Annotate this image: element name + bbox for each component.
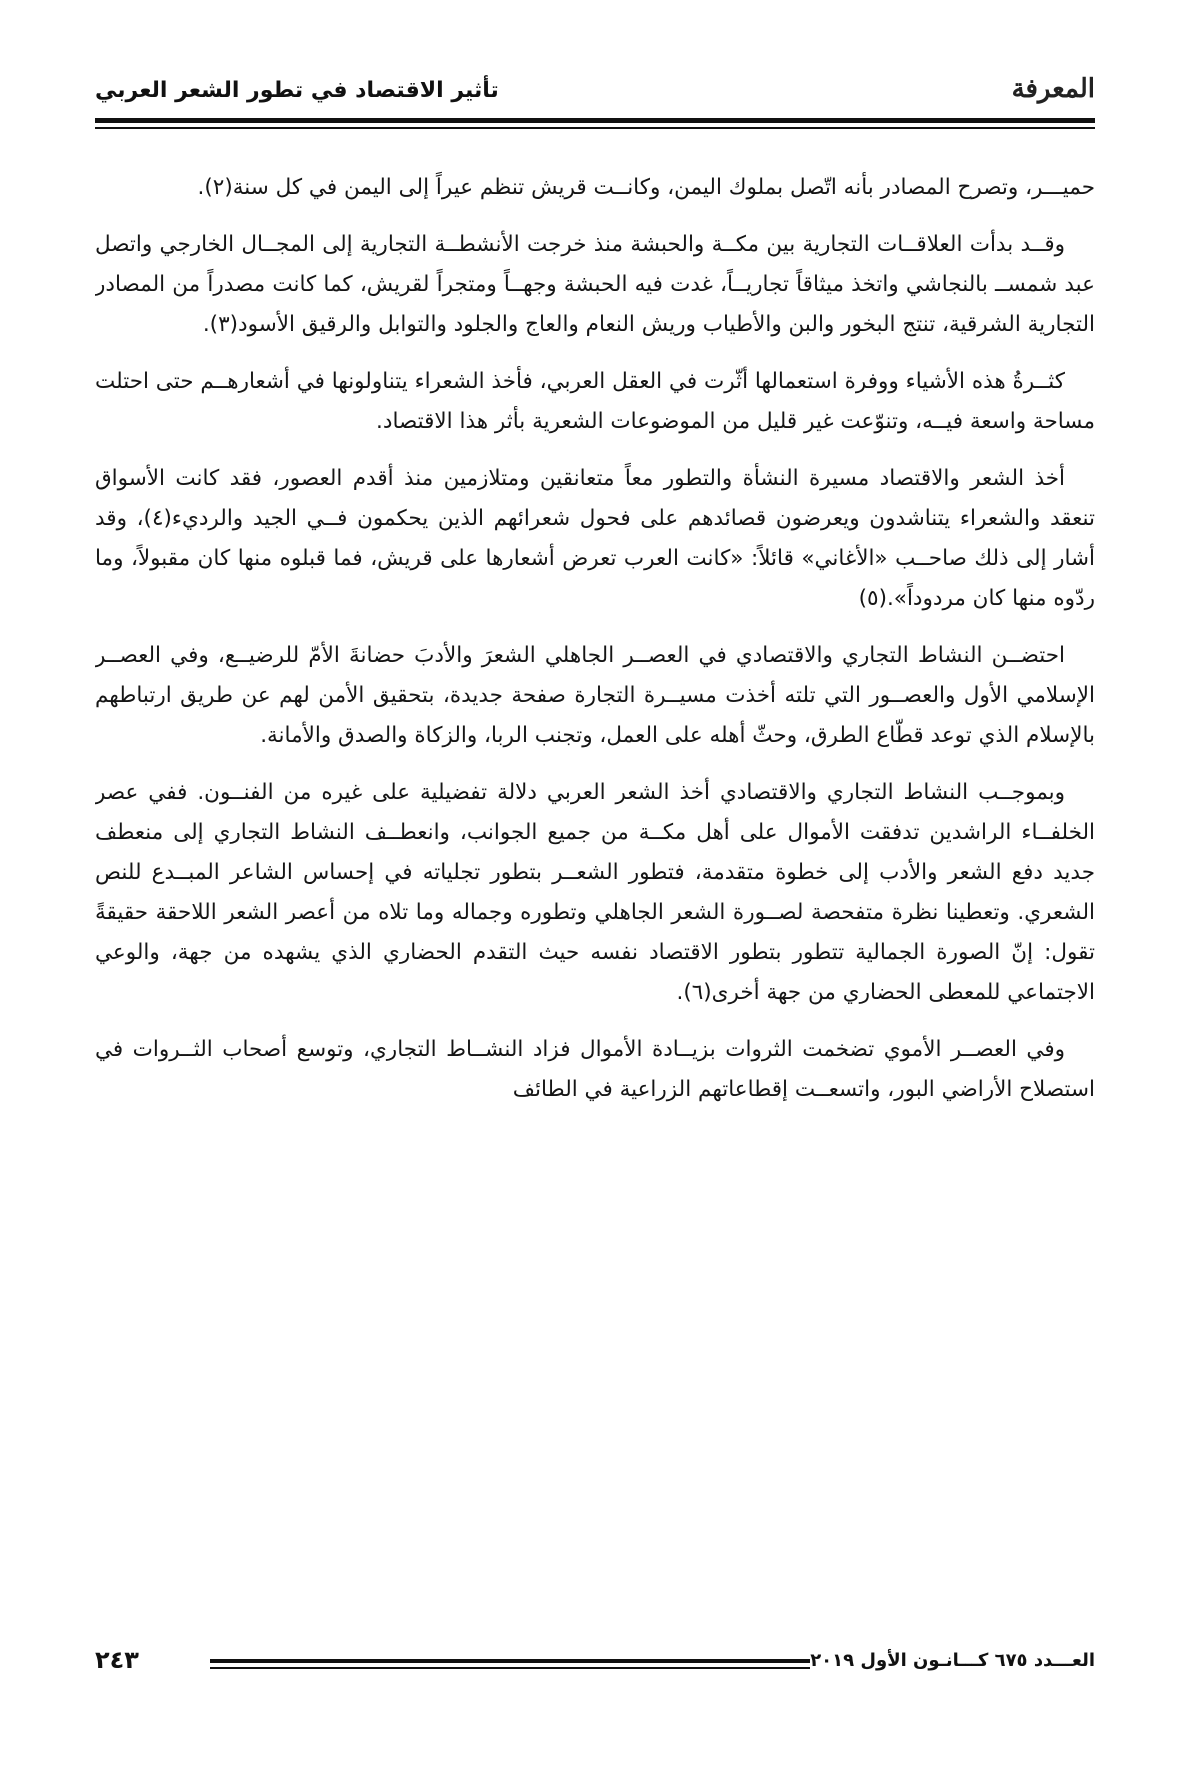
paragraph-2: وقــد بدأت العلاقــات التجارية بين مكــة والحبشة منذ خرجت الأنشطــة التجارية إلى المجــال الخارجي واتصل عبد شمســ بالنجاشي واتخذ ميثاقاً تجاريــاً، غدت فيه الحبشة وجهــاً ومتجراً لقريش، كما كانت مصدراً من المصادر التجارية الشرقية، تنتج البخور والبن والأطياب وريش النعام والعاج والجلود والتوابل والرقيق الأسود(٣). — [95, 232, 1095, 337]
article-running-title: تأثير الاقتصاد في تطور الشعر العربي — [95, 78, 499, 103]
paragraph-5: احتضــن النشاط التجاري والاقتصادي في العصــر الجاهلي الشعرَ والأدبَ حضانةَ الأمّ للرضيــع، وفي العصــر الإسلامي الأول والعصــور التي تلته أخذت مسيــرة التجارة صفحة جديدة، بتحقيق الأمن لهم عن طريق ارتباطهم بالإسلام الذي توعد قطّاع الطرق، وحثّ أهله على العمل، وتجنب الربا، والزكاة والصدق والأمانة. — [95, 643, 1095, 748]
footer-divider-thick — [210, 1659, 810, 1663]
page-footer — [95, 1646, 1095, 1686]
paragraph-4: أخذ الشعر والاقتصاد مسيرة النشأة والتطور معاً متعانقين ومتلازمين منذ أقدم العصور، فقد كانت الأسواق تنعقد والشعراء يتناشدون ويعرضون قصائدهم على فحول شعرائهم الذين يحكمون فــي الجيد والرديء(٤)، وقد أشار إلى ذلك صاحــب «الأغاني» قائلاً: «كانت العرب تعرض أشعارها على قريش، فما قبلوه منها كان مقبولاً، وما ردّوه منها كان مردوداً».(٥) — [95, 466, 1095, 611]
page-header — [95, 66, 1095, 114]
paragraph-6: وبموجــب النشاط التجاري والاقتصادي أخذ الشعر العربي دلالة تفضيلية على غيره من الفنــون. ففي عصر الخلفــاء الراشدين تدفقت الأموال على أهل مكــة من جميع الجوانب، وانعطــف النشاط التجاري إلى منعطف جديد دفع الشعر والأدب إلى خطوة متقدمة، فتطور الشعــر بتطور تجلياته في إحساس الشاعر المبــدع للنص الشعري. وتعطينا نظرة متفحصة لصــورة الشعر الجاهلي وتطوره وجماله وما تلاه من أعصر الشعر اللاحقة حقيقةً تقول: إنّ الصورة الجمالية تتطور بتطور الاقتصاد نفسه حيث التقدم الحضاري الذي يشهده من جهة، والوعي الاجتماعي للمعطى الحضاري من جهة أخرى(٦). — [95, 780, 1095, 1005]
footer-divider-thin — [210, 1667, 810, 1669]
header-divider-thin — [95, 127, 1095, 129]
paragraph-7: وفي العصــر الأموي تضخمت الثروات بزيــادة الأموال فزاد النشــاط التجاري، وتوسع أصحاب الثــروات في استصلاح الأراضي البور، واتسعــت إقطاعاتهم الزراعية في الطائف — [95, 1037, 1095, 1102]
paragraph-1: حميـــر، وتصرح المصادر بأنه اتّصل بملوك اليمن، وكانــت قريش تنظم عيراً إلى اليمن في كل سنة(٢). — [197, 175, 1095, 200]
header-divider-thick — [95, 118, 1095, 123]
magazine-logo: المعرفة — [1011, 74, 1095, 104]
paragraph-3: كثــرةُ هذه الأشياء ووفرة استعمالها أثّرت في العقل العربي، فأخذ الشعراء يتناولونها في أشعارهــم حتى احتلت مساحة واسعة فيــه، وتنوّعت غير قليل من الموضوعات الشعرية بأثر هذا الاقتصاد. — [95, 369, 1095, 434]
issue-info: العـــدد ٦٧٥ كـــانـون الأول ٢٠١٩ — [810, 1650, 1095, 1671]
page-number: ٢٤٣ — [95, 1646, 139, 1674]
article-body — [95, 168, 1095, 1618]
